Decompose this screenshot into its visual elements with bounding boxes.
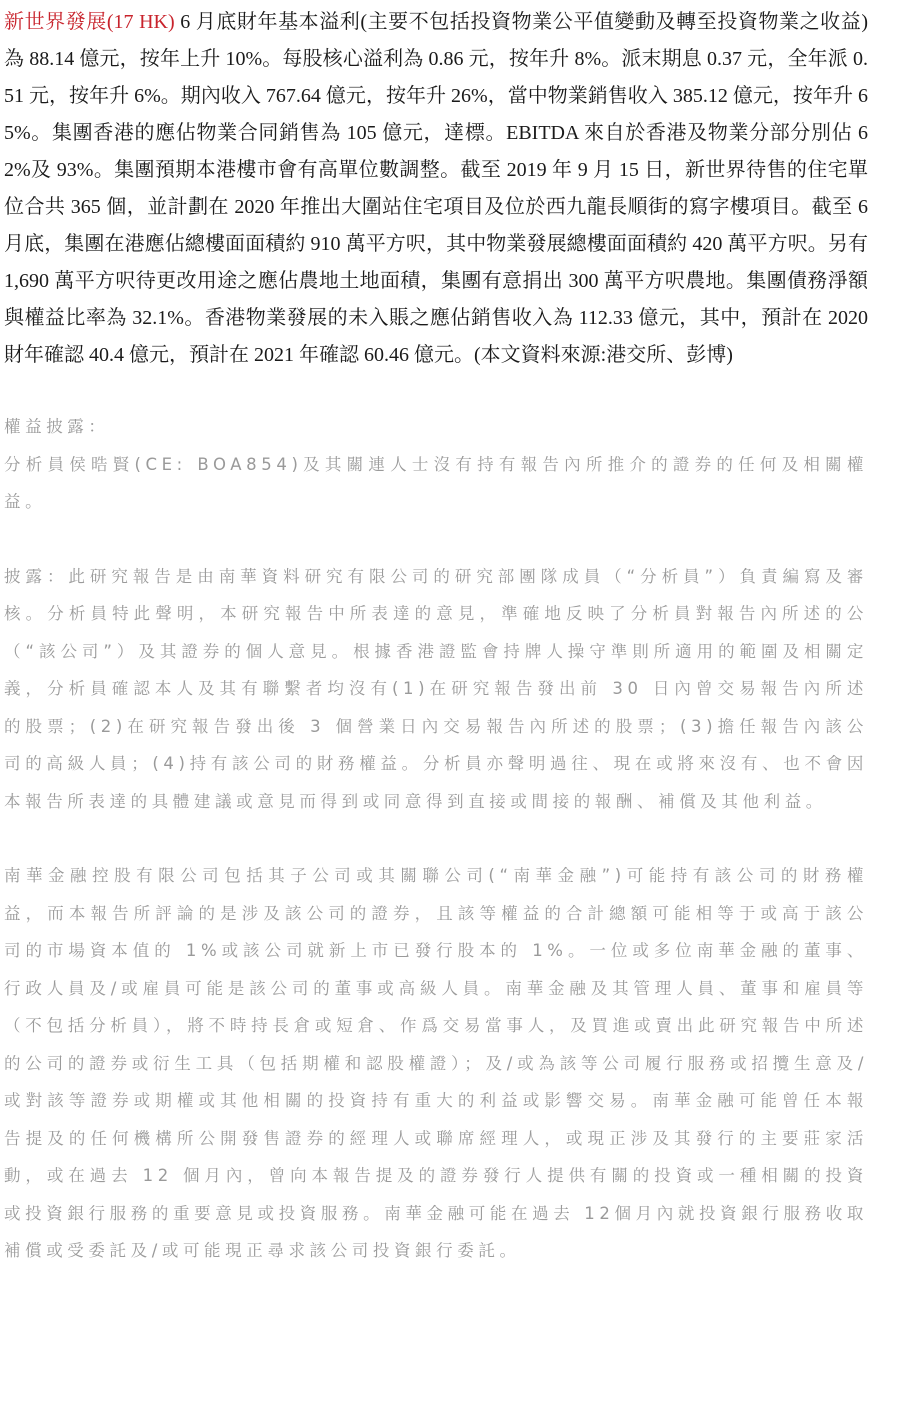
- news-body: 6 月底財年基本溢利(主要不包括投資物業公平值變動及轉至投資物業之收益) 為 88.14 億元，按年上升 10%。每股核心溢利為 0.86 元，按年升 8%。派末期息 0.37 元，全年派 0.51 元，按年升 6%。期內收入 767.64 億元，按年升 26%，當中物業銷售收入 385.12 億元，按年升 65%。集團香港的應佔物業合同銷售為 105 億元，達標。EBITDA 來自於香港及物業分部分別佔 62%及 93%。集團預期本港樓市會有高單位數調整。截至 2019 年 9 月 15 日，新世界待售的住宅單位合共 365 個，並計劃在 2020 年推出大圍站住宅項目及位於西九龍長順街的寫字樓項目。截至 6 月底，集團在港應佔總樓面面積約 910 萬平方呎，其中物業發展總樓面面積約 420 萬平方呎。另有 1,690 萬平方呎待更改用途之應佔農地土地面積，集團有意捐出 300 萬平方呎農地。集團債務淨額與權益比率為 32.1%。香港物業發展的未入賬之應佔銷售收入為 112.33 億元，其中，預計在 2020 財年確認 40.4 億元，預計在 2021 年確認 60.46 億元。(本文資料來源:港交所、彭博): [4, 11, 868, 366]
- analyst-statement: 分析員侯晧賢(CE: BOA854)及其關連人士沒有持有報告內所推介的證券的任何及相關權益。: [4, 454, 868, 511]
- disclosure-heading: 權益披露：: [4, 417, 110, 436]
- company-name: 新世界發展(17 HK): [4, 11, 175, 33]
- document-page: [4, 0, 868, 1270]
- news-paragraph: [4, 0, 868, 374]
- disclosure-paragraph-2: 南華金融控股有限公司包括其子公司或其關聯公司(“南華金融”)可能持有該公司的財務權益，而本報告所評論的是涉及該公司的證券，且該等權益的合計總額可能相等于或高于該公司的市場資本值的 1%或該公司就新上市已發行股本的 1%。一位或多位南華金融的董事、行政人員及/或雇員可能是該公司的董事或高級人員。南華金融及其管理人員、董事和雇員等（不包括分析員），將不時持長倉或短倉、作爲交易當事人，及買進或賣出此研究報告中所述的公司的證券或衍生工具（包括期權和認股權證）；及/或為該等公司履行服務或招攬生意及/或對該等證券或期權或其他相關的投資持有重大的利益或影響交易。南華金融可能曾任本報告提及的任何機構所公開發售證券的經理人或聯席經理人，或現正涉及其發行的主要莊家活動，或在過去 12 個月內，曾向本報告提及的證券發行人提供有關的投資或一種相關的投資或投資銀行服務的重要意見或投資服務。南華金融可能在過去 12個月內就投資銀行服務收取補償或受委託及/或可能現正尋求該公司投資銀行委託。: [4, 866, 868, 1260]
- disclosure-paragraph-1: 披露：此研究報告是由南華資料研究有限公司的研究部團隊成員（“分析員”）負責編寫及審核。分析員特此聲明，本研究報告中所表達的意見，準確地反映了分析員對報告內所述的公（“該公司”）及其證券的個人意見。根據香港證監會持牌人操守準則所適用的範圍及相關定義，分析員確認本人及其有聯繫者均沒有(1)在研究報告發出前 30 日內曾交易報告內所述的股票；(2)在研究報告發出後 3 個營業日內交易報告內所述的股票；(3)擔任報告內該公司的高級人員；(4)持有該公司的財務權益。分析員亦聲明過往、現在或將來沒有、也不會因本報告所表達的具體建議或意見而得到或同意得到直接或間接的報酬、補償及其他利益。: [4, 566, 868, 811]
